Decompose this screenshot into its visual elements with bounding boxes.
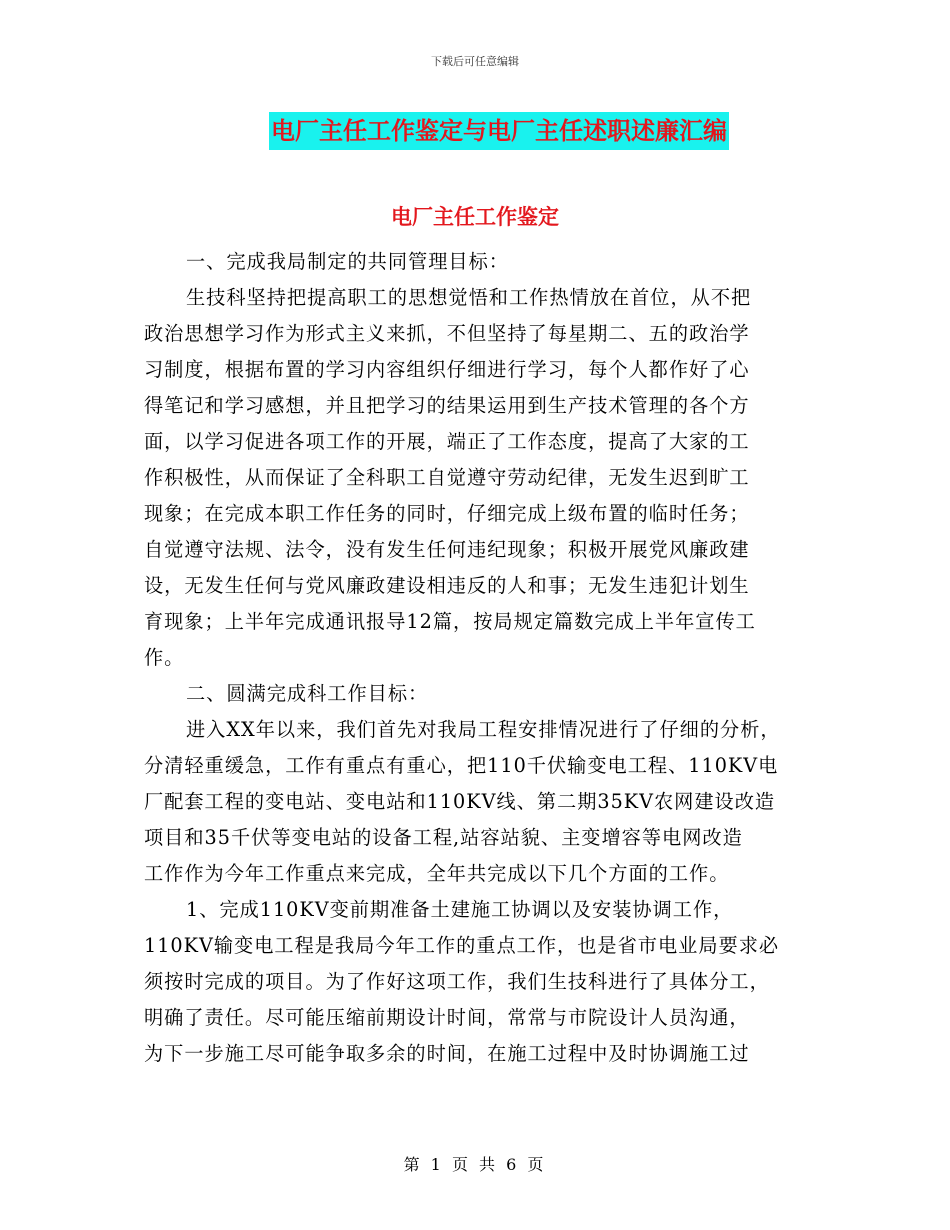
text-line: 1、完成110KV变前期准备土建施工协调以及安装协调工作， bbox=[186, 898, 734, 921]
section-title: 电厂主任工作鉴定 bbox=[391, 205, 559, 229]
text-line: 设，无发生任何与党风廉政建设相违反的人和事；无发生违犯计划生 bbox=[144, 574, 750, 597]
text-line: 得笔记和学习感想，并且把学习的结果运用到生产技术管理的各个方 bbox=[144, 394, 750, 417]
document-body bbox=[144, 244, 816, 1072]
page-header-note: 下载后可任意编辑 bbox=[431, 55, 519, 68]
page-number-footer: 第 1 页 共 6 页 bbox=[403, 1155, 547, 1174]
main-title: 电厂主任工作鉴定与电厂主任述职述廉汇编 bbox=[269, 112, 729, 150]
text-line: 一、完成我局制定的共同管理目标： bbox=[186, 250, 509, 273]
text-line: 明确了责任。尽可能压缩前期设计时间，常常与市院设计人员沟通， bbox=[144, 1006, 750, 1029]
text-line: 分清轻重缓急，工作有重点有重心，把110千伏输变电工程、110KV电 bbox=[144, 754, 779, 777]
text-line: 工作作为今年工作重点来完成，全年共完成以下几个方面的工作。 bbox=[144, 862, 730, 885]
text-line: 作积极性，从而保证了全科职工自觉遵守劳动纪律，无发生迟到旷工 bbox=[144, 466, 750, 489]
text-line: 生技科坚持把提高职工的思想觉悟和工作热情放在首位，从不把 bbox=[186, 286, 752, 309]
text-line: 进入XX年以来，我们首先对我局工程安排情况进行了仔细的分析， bbox=[186, 718, 781, 741]
text-line: 二、圆满完成科工作目标： bbox=[186, 682, 429, 705]
text-line: 项目和35千伏等变电站的设备工程,站容站貌、主变增容等电网改造 bbox=[144, 826, 743, 849]
text-line: 自觉遵守法规、法令，没有发生任何违纪现象；积极开展党风廉政建 bbox=[144, 538, 750, 561]
text-line: 育现象；上半年完成通讯报导12篇，按局规定篇数完成上半年宣传工 bbox=[144, 610, 756, 633]
text-line: 厂配套工程的变电站、变电站和110KV线、第二期35KV农网建设改造 bbox=[144, 790, 776, 813]
text-line: 作。 bbox=[144, 646, 185, 669]
main-title-container bbox=[0, 112, 950, 150]
text-line: 面，以学习促进各项工作的开展，端正了工作态度，提高了大家的工 bbox=[144, 430, 750, 453]
text-line: 政治思想学习作为形式主义来抓，不但坚持了每星期二、五的政治学 bbox=[144, 322, 750, 345]
text-line: 现象；在完成本职工作任务的同时，仔细完成上级布置的临时任务； bbox=[144, 502, 750, 525]
text-line: 为下一步施工尽可能争取多余的时间，在施工过程中及时协调施工过 bbox=[144, 1042, 750, 1065]
text-line: 110KV输变电工程是我局今年工作的重点工作，也是省市电业局要求必 bbox=[144, 934, 780, 957]
text-line: 习制度，根据布置的学习内容组织仔细进行学习，每个人都作好了心 bbox=[144, 358, 750, 381]
text-line: 须按时完成的项目。为了作好这项工作，我们生技科进行了具体分工， bbox=[144, 970, 770, 993]
